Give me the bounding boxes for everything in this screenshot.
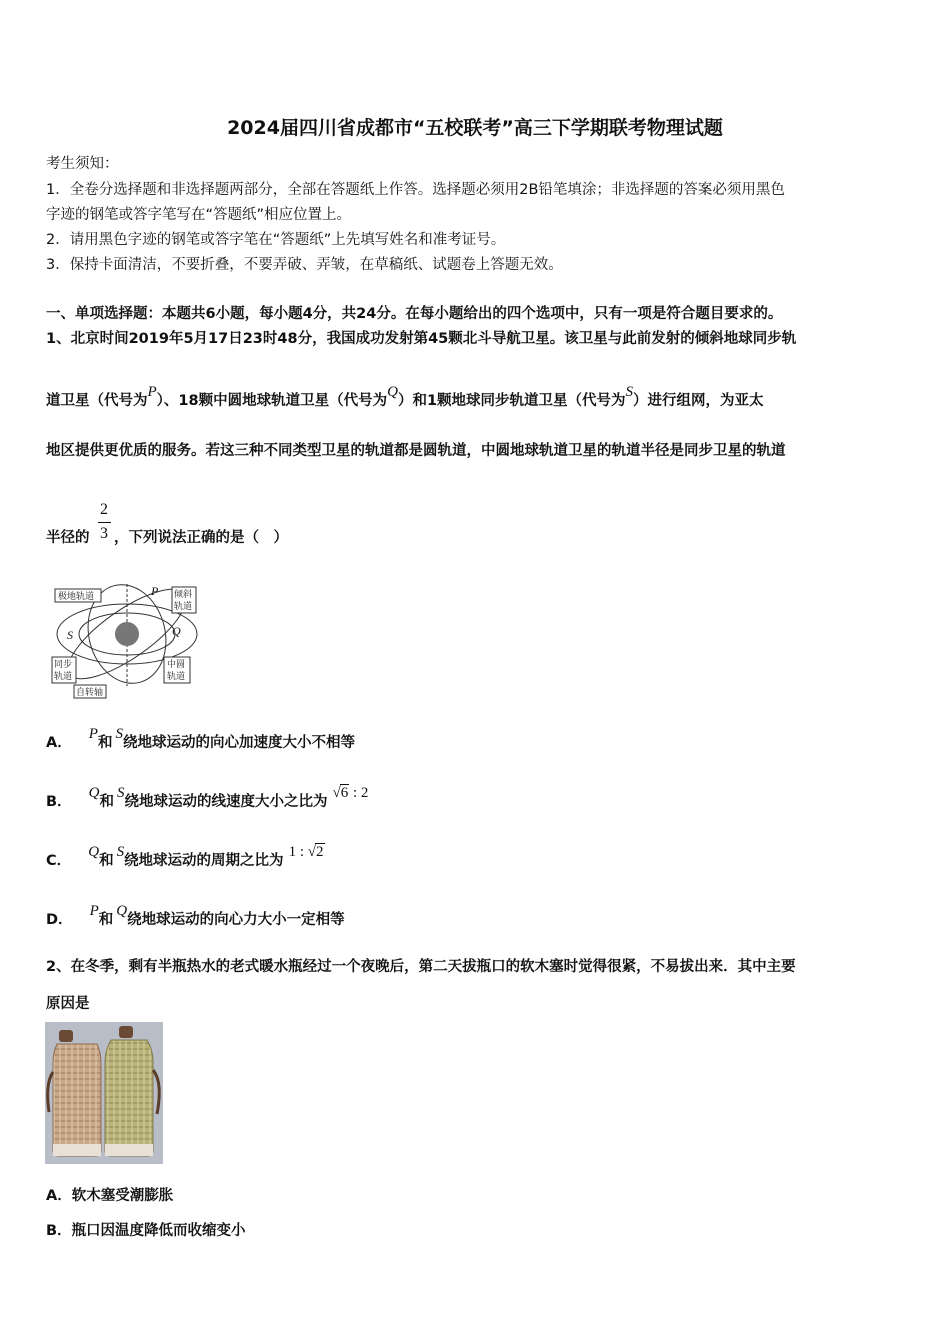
label-inclined-1: 倾斜 <box>174 590 193 600</box>
fraction-bar <box>98 522 111 523</box>
label-sync-2: 轨道 <box>54 672 73 682</box>
label-p: P <box>151 584 159 598</box>
q1-option-a[interactable]: A． P和S绕地球运动的向心加速度大小不相等 <box>46 726 355 751</box>
notice-item-3: 3．保持卡面清洁，不要折叠，不要弄破、弄皱，在草稿纸、试题卷上答题无效。 <box>46 257 563 273</box>
notice-heading: 考生须知： <box>46 156 119 172</box>
orbit-diagram <box>48 582 204 700</box>
section-heading: 一、单项选择题：本题共6小题，每小题4分，共24分。在每小题给出的四个选项中，只有一项是符合题目要求的。 <box>46 306 783 322</box>
notice-item-1: 1．全卷分选择题和非选择题两部分，全部在答题纸上作答。选择题必须用2B铅笔填涂；非选择题的答案必须用黑色 <box>46 182 785 198</box>
label-sync-1: 同步 <box>54 660 73 670</box>
q1-line-3: 地区提供更优质的服务。若这三种不同类型卫星的轨道都是圆轨道，中圆地球轨道卫星的轨道半径是同步卫星的轨道 <box>46 443 786 459</box>
q2-line-2: 原因是 <box>46 996 90 1012</box>
q2-option-a[interactable]: A．软木塞受潮膨胀 <box>46 1188 174 1204</box>
label-mid-2: 轨道 <box>167 672 186 682</box>
label-axis: 自转轴 <box>76 688 104 698</box>
label-s: S <box>67 628 73 642</box>
label-q: Q <box>172 624 181 638</box>
symbol-q: Q <box>387 384 398 400</box>
notice-item-1-cont: 字迹的钢笔或答字笔写在“答题纸”相应位置上。 <box>46 207 352 223</box>
q1-line-4a: 半径的 <box>46 530 90 546</box>
q1-option-b[interactable]: B． Q和S绕地球运动的线速度大小之比为 √6 : 2 <box>46 785 369 810</box>
label-mid-1: 中圆 <box>167 660 186 670</box>
symbol-s: S <box>625 384 634 400</box>
q1-option-d[interactable]: D． P和Q绕地球运动的向心力大小一定相等 <box>46 903 345 928</box>
page-title: 2024届四川省成都市“五校联考”高三下学期联考物理试题 <box>227 117 723 139</box>
fraction-denominator: 3 <box>100 525 108 542</box>
earth-icon <box>115 622 139 646</box>
notice-item-2: 2．请用黑色字迹的钢笔或答字笔在“答题纸”上先填写姓名和准考证号。 <box>46 232 506 248</box>
fraction-numerator: 2 <box>100 501 108 518</box>
q2-option-b[interactable]: B．瓶口因温度降低而收缩变小 <box>46 1223 246 1239</box>
label-inclined-2: 轨道 <box>174 602 193 612</box>
q1-option-c[interactable]: C． Q和S绕地球运动的周期之比为 1 : √2 <box>46 844 324 869</box>
q1-line-1: 1、北京时间2019年5月17日23时48分，我国成功发射第45颗北斗导航卫星。该卫星与此前发射的倾斜地球同步轨 <box>46 331 797 347</box>
symbol-p: P <box>147 384 157 400</box>
q1-line-2: 道卫星（代号为P）、18颗中圆地球轨道卫星（代号为Q）和1颗地球同步轨道卫星（代号为S）进行组网，为亚太 <box>46 384 764 409</box>
label-polar-orbit: 极地轨道 <box>58 592 95 602</box>
thermos-bottles-image <box>45 1022 163 1164</box>
q1-line-4b: ，下列说法正确的是（ ） <box>114 530 288 546</box>
q2-line-1: 2、在冬季，剩有半瓶热水的老式暖水瓶经过一个夜晚后，第二天拔瓶口的软木塞时觉得很紧，不易拔出来．其中主要 <box>46 959 796 975</box>
